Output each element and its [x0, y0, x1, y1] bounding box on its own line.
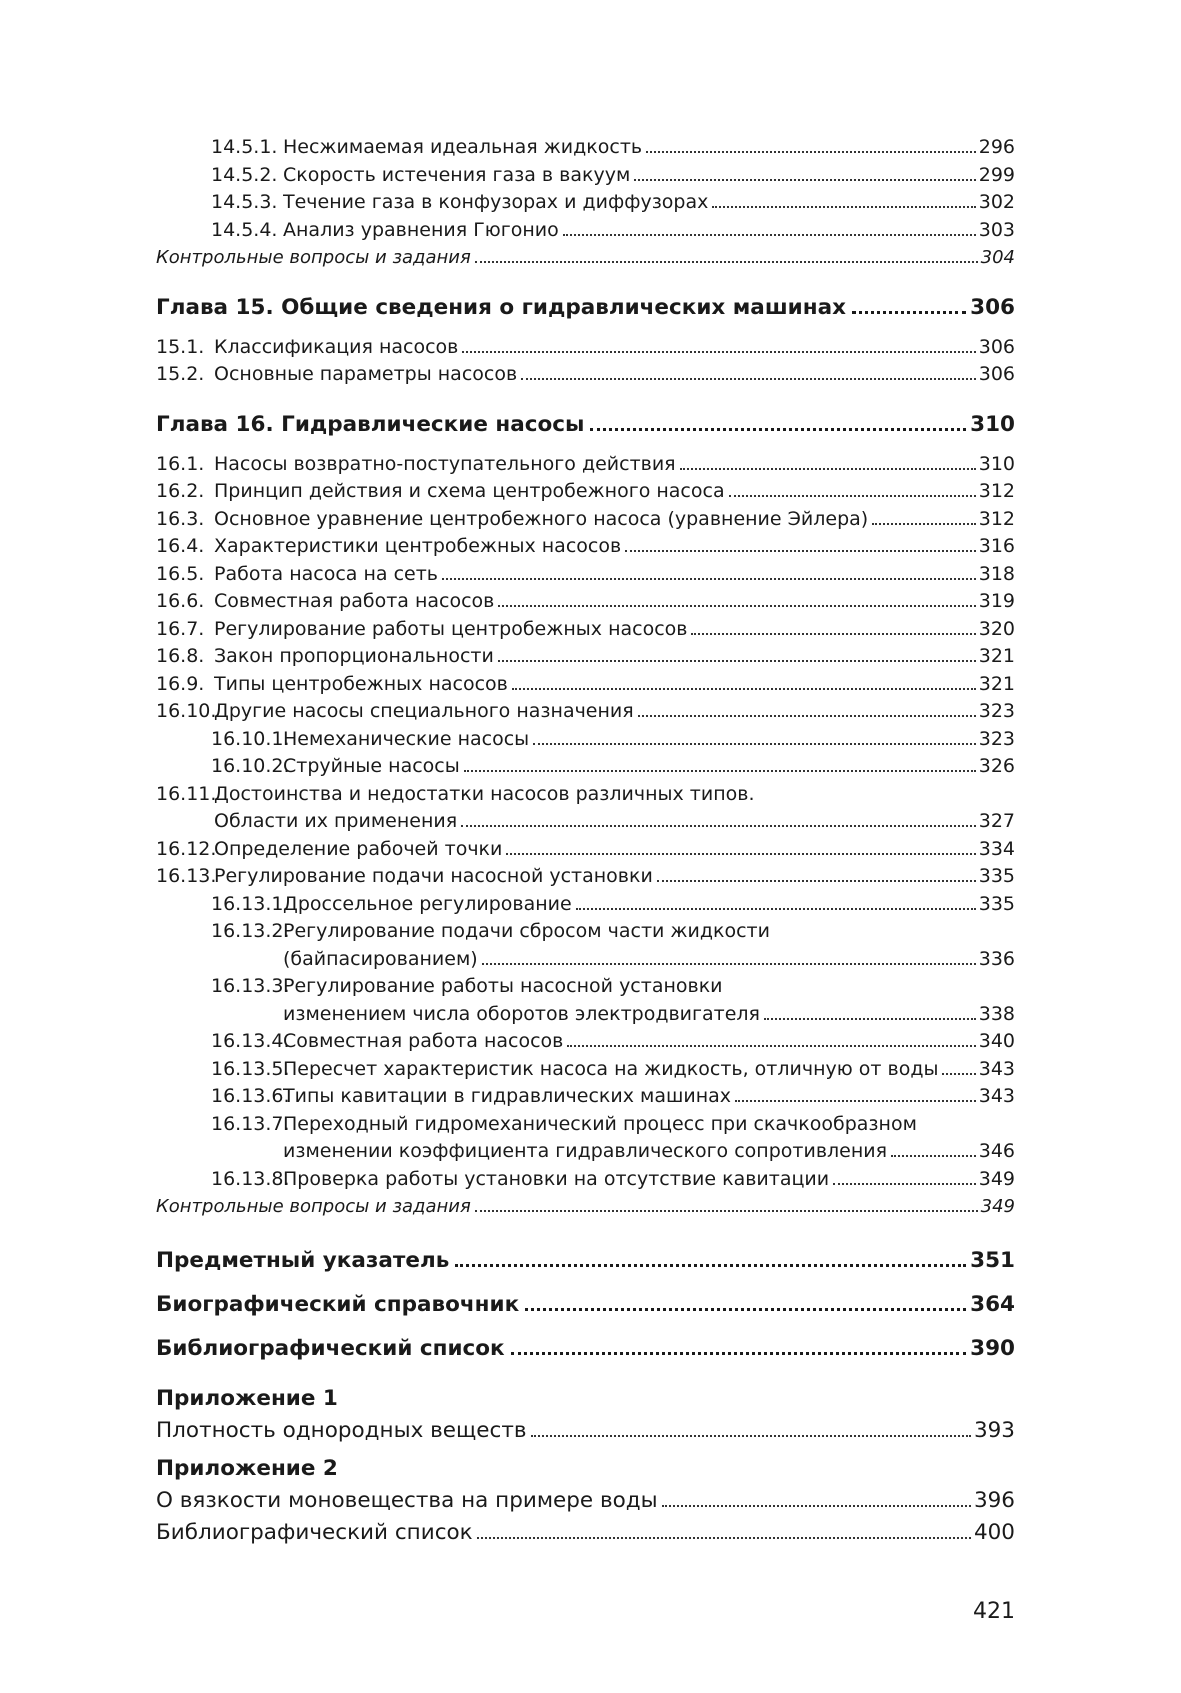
entry-page: 312: [978, 480, 1015, 502]
entry-title: Дроссельное регулирование: [283, 892, 572, 915]
dot-leader: [464, 770, 976, 772]
dot-leader: [691, 633, 975, 635]
toc-entry: [156, 836, 1015, 864]
entry-title: Контрольные вопросы и задания: [156, 247, 471, 268]
toc-entry-continuation: [156, 1138, 1015, 1166]
entry-title: Закон пропорциональности: [214, 645, 494, 667]
dot-leader: [567, 1045, 975, 1047]
entry-page: 296: [978, 136, 1015, 158]
appendix-heading: Приложение 1: [156, 1385, 338, 1411]
entry-number: 16.13.1.: [211, 892, 290, 915]
entry-title: Контрольные вопросы и задания: [156, 1196, 471, 1217]
toc-entry: [156, 561, 1015, 589]
entry-title-continued: (байпасированием): [283, 947, 478, 970]
appendix-entry: [156, 1485, 1015, 1517]
entry-page: 336: [978, 947, 1015, 970]
entry-number: 16.3.: [156, 507, 205, 530]
entry-number: 14.5.1.: [211, 136, 278, 158]
entry-page: 321: [978, 645, 1015, 667]
dot-leader: [461, 825, 976, 827]
entry-number: 16.1.: [156, 452, 205, 475]
entry-page: 338: [978, 1002, 1015, 1025]
dot-leader: [442, 578, 976, 580]
appendix-heading: Приложение 2: [156, 1455, 338, 1481]
entry-title: Совместная работа насосов: [214, 590, 495, 612]
dot-leader: [563, 234, 976, 236]
chapter-heading: [156, 405, 1015, 445]
toc-entry: [156, 1083, 1015, 1111]
toc-entry: [156, 753, 1015, 781]
toc-entry-continuation: [156, 946, 1015, 974]
entry-page: 323: [978, 700, 1015, 722]
entry-title: Несжимаемая идеальная жидкость: [283, 136, 643, 158]
entry-title: Регулирование работы насосной установки: [283, 975, 723, 997]
dot-leader: [891, 1155, 976, 1157]
toc-entry: [156, 451, 1015, 479]
entry-title: Классификация насосов: [214, 335, 459, 358]
toc-entry: [156, 973, 1015, 1001]
entry-page: 303: [978, 218, 1015, 241]
entry-number: 16.5.: [156, 562, 205, 585]
entry-number: 16.13.4.: [211, 1030, 290, 1052]
entry-page: 320: [978, 617, 1015, 640]
toc-entry: [156, 918, 1015, 946]
entry-title-continued: Области их применения: [214, 810, 458, 832]
chapter-page: 306: [970, 294, 1015, 320]
dot-leader: [475, 261, 978, 263]
entry-page: 299: [978, 163, 1015, 186]
dot-leader: [833, 1183, 976, 1185]
page-number: 421: [973, 1599, 1015, 1624]
dot-leader: [735, 1100, 976, 1102]
entry-number: 16.8.: [156, 645, 205, 667]
dot-leader: [498, 660, 976, 662]
entry-title: Проверка работы установки на отсутствие кавитации: [283, 1167, 830, 1190]
toc-entry-control-questions: [156, 244, 1015, 272]
toc-entry: [156, 726, 1015, 754]
toc-entry: [156, 134, 1015, 162]
toc-entry-continuation: [156, 1001, 1015, 1029]
entry-page: 302: [978, 191, 1015, 213]
dot-leader: [662, 1505, 971, 1507]
entry-page: 312: [978, 507, 1015, 530]
section-title: Предметный указатель: [156, 1247, 450, 1273]
entry-title: Типы центробежных насосов: [214, 672, 508, 695]
toc-entry: [156, 671, 1015, 699]
entry-number: 14.5.3.: [211, 191, 278, 213]
entry-title: Характеристики центробежных насосов: [214, 535, 622, 557]
entry-number: 16.9.: [156, 672, 205, 695]
entry-title-continued: изменении коэффициента гидравлического сопротивления: [283, 1140, 888, 1162]
entry-number: 16.6.: [156, 590, 205, 612]
entry-page: 335: [978, 892, 1015, 915]
entry-number: 14.5.2.: [211, 163, 278, 186]
dot-leader: [638, 715, 976, 717]
entry-title: Достоинства и недостатки насосов различных типов.: [214, 782, 755, 805]
entry-page: 393: [973, 1417, 1015, 1443]
entry-page: 327: [978, 810, 1015, 832]
toc-entry-continuation: [156, 808, 1015, 836]
entry-page: 316: [978, 535, 1015, 557]
toc-entry: [156, 189, 1015, 217]
entry-number: 16.10.1.: [211, 727, 290, 750]
dot-leader: [657, 880, 976, 882]
entry-title: Принцип действия и схема центробежного насоса: [214, 480, 725, 502]
entry-title: Немеханические насосы: [283, 727, 530, 750]
entry-page: 400: [973, 1519, 1015, 1545]
toc-entry: [156, 1166, 1015, 1194]
toc-entry: [156, 588, 1015, 616]
toc-entry-control-questions: [156, 1193, 1015, 1221]
entry-number: 15.2.: [156, 363, 205, 385]
entry-page: 321: [978, 672, 1015, 695]
toc-entry: [156, 162, 1015, 190]
dot-leader: [498, 605, 975, 607]
entry-page: 343: [978, 1057, 1015, 1080]
dot-leader: [512, 688, 976, 690]
section-title: Библиографический список: [156, 1335, 505, 1361]
entry-page: 396: [973, 1487, 1015, 1513]
entry-number: 15.1.: [156, 335, 205, 358]
entry-title: Другие насосы специального назначения: [214, 700, 634, 722]
entry-page: 323: [978, 727, 1015, 750]
entry-number: 16.7.: [156, 617, 205, 640]
entry-page: 343: [978, 1085, 1015, 1107]
section-page: 364: [970, 1291, 1015, 1317]
toc-entry: [156, 334, 1015, 362]
toc-entry: [156, 781, 1015, 809]
entry-title: Скорость истечения газа в вакуум: [283, 163, 631, 186]
entry-number: 16.13.2.: [211, 920, 290, 942]
entry-title: Типы кавитации в гидравлических машинах: [283, 1085, 732, 1107]
entry-title: Регулирование работы центробежных насосов: [214, 617, 688, 640]
entry-page: 306: [978, 363, 1015, 385]
dot-leader: [521, 378, 976, 380]
entry-page: 306: [978, 335, 1015, 358]
toc-entry: [156, 506, 1015, 534]
entry-number: 16.13.: [156, 865, 217, 887]
dot-leader: [525, 1308, 966, 1311]
section-page: 351: [970, 1247, 1015, 1273]
entry-page: 318: [978, 562, 1015, 585]
section-page: 390: [970, 1335, 1015, 1361]
toc-entry: [156, 698, 1015, 726]
entry-number: 16.13.5.: [211, 1057, 290, 1080]
toc-entry: [156, 1028, 1015, 1056]
dot-leader: [506, 853, 975, 855]
dot-leader: [576, 908, 976, 910]
dot-leader: [533, 743, 976, 745]
toc-entry: [156, 891, 1015, 919]
entry-page: 346: [978, 1140, 1015, 1162]
entry-title: Работа насоса на сеть: [214, 562, 438, 585]
section-title: Биографический справочник: [156, 1291, 520, 1317]
entry-number: 16.2.: [156, 480, 205, 502]
entry-number: 16.13.8.: [211, 1167, 290, 1190]
entry-number: 16.13.3.: [211, 975, 290, 997]
dot-leader: [764, 1018, 976, 1020]
entry-title: Совместная работа насосов: [283, 1030, 564, 1052]
dot-leader: [482, 963, 976, 965]
entry-title: Регулирование подачи сбросом части жидкости: [283, 920, 770, 942]
dot-leader: [646, 151, 976, 153]
entry-title: Переходный гидромеханический процесс при скачкообразном: [283, 1112, 917, 1135]
entry-number: 16.13.6.: [211, 1085, 290, 1107]
dot-leader: [872, 523, 976, 525]
toc-entry: [156, 616, 1015, 644]
entry-page: 310: [978, 452, 1015, 475]
section-heading-bibliography: [156, 1327, 1015, 1371]
dot-leader: [477, 1537, 971, 1539]
appendix-entry: [156, 1517, 1015, 1549]
toc-entry: [156, 217, 1015, 245]
entry-title: Основные параметры насосов: [214, 363, 518, 385]
toc-entry: [156, 533, 1015, 561]
table-of-contents: [156, 134, 1015, 1549]
section-heading-biography: [156, 1283, 1015, 1327]
dot-leader: [462, 351, 975, 353]
dot-leader: [455, 1264, 966, 1267]
chapter-heading: [156, 288, 1015, 328]
entry-title: Течение газа в конфузорах и диффузорах: [283, 191, 709, 213]
toc-entry: [156, 478, 1015, 506]
dot-leader: [590, 428, 966, 431]
entry-number: 16.4.: [156, 535, 205, 557]
chapter-title: Глава 16. Гидравлические насосы: [156, 411, 585, 437]
entry-title: Плотность однородных веществ: [156, 1417, 527, 1443]
dot-leader: [729, 495, 976, 497]
entry-page: 319: [978, 590, 1015, 612]
entry-title: Пересчет характеристик насоса на жидкость, отличную от воды: [283, 1057, 939, 1080]
entry-number: 16.13.7.: [211, 1112, 290, 1135]
entry-number: 14.5.4.: [211, 218, 278, 241]
dot-leader: [852, 311, 966, 314]
appendix-entry: [156, 1415, 1015, 1447]
dot-leader: [531, 1435, 971, 1437]
entry-page: 326: [978, 755, 1015, 777]
entry-title: Насосы возвратно-поступательного действия: [214, 452, 676, 475]
entry-page: 334: [978, 837, 1015, 860]
entry-title-continued: изменением числа оборотов электродвигателя: [283, 1002, 760, 1025]
entry-title: Струйные насосы: [283, 755, 460, 777]
section-heading-subject-index: [156, 1239, 1015, 1283]
entry-page: 340: [978, 1030, 1015, 1052]
entry-title: Анализ уравнения Гюгонио: [283, 218, 559, 241]
entry-page: 349: [980, 1196, 1015, 1217]
entry-title: О вязкости моновещества на примере воды: [156, 1487, 658, 1513]
dot-leader: [942, 1073, 975, 1075]
entry-title: Регулирование подачи насосной установки: [214, 865, 653, 887]
entry-number: 16.12.: [156, 837, 217, 860]
dot-leader: [625, 550, 976, 552]
toc-entry: [156, 863, 1015, 891]
dot-leader: [475, 1210, 978, 1212]
entry-page: 349: [978, 1167, 1015, 1190]
entry-number: 16.10.2.: [211, 755, 290, 777]
dot-leader: [511, 1352, 966, 1355]
dot-leader: [634, 179, 975, 181]
dot-leader: [712, 206, 975, 208]
entry-title: Основное уравнение центробежного насоса (уравнение Эйлера): [214, 507, 869, 530]
toc-entry: [156, 361, 1015, 389]
chapter-page: 310: [970, 411, 1015, 437]
entry-title: Определение рабочей точки: [214, 837, 503, 860]
toc-entry: [156, 1056, 1015, 1084]
toc-entry: [156, 1111, 1015, 1139]
entry-page: 335: [978, 865, 1015, 887]
entry-title: Библиографический список: [156, 1519, 473, 1545]
toc-entry: [156, 643, 1015, 671]
dot-leader: [680, 468, 976, 470]
entry-number: 16.10.: [156, 700, 217, 722]
chapter-title: Глава 15. Общие сведения о гидравлических машинах: [156, 294, 846, 320]
entry-number: 16.11.: [156, 782, 217, 805]
entry-page: 304: [980, 247, 1015, 268]
